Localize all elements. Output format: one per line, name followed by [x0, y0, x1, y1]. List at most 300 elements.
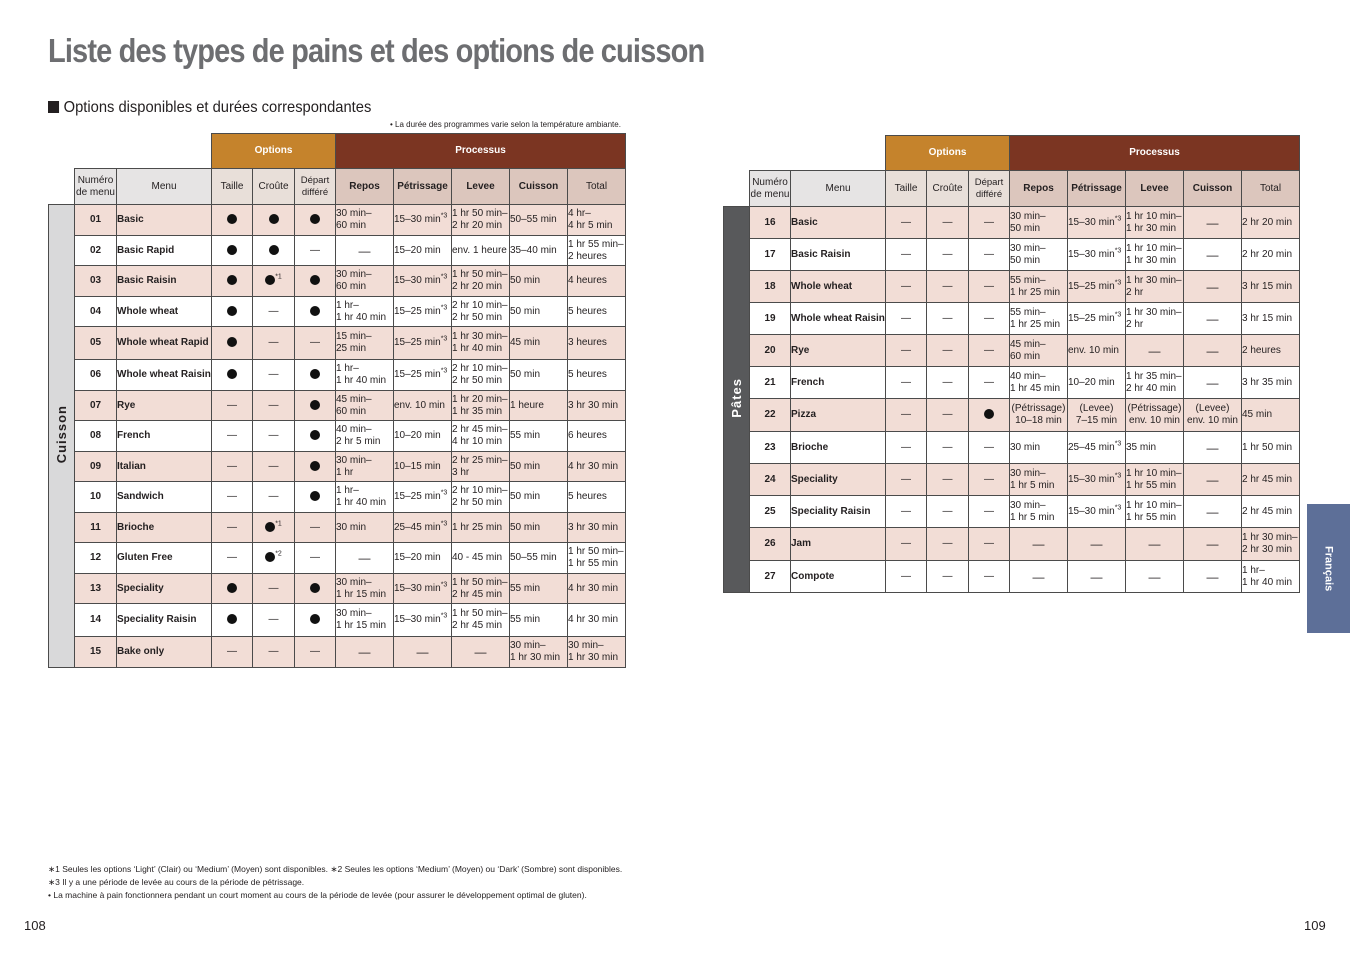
levee-cell: 35 min [1126, 432, 1184, 464]
menu-header: Menu [117, 169, 212, 205]
total-cell: 2 hr 45 min [1242, 496, 1300, 528]
menu-name: Sandwich [117, 482, 212, 513]
menu-name: Basic [117, 205, 212, 236]
levee-cell: 1 hr 30 min– 1 hr 40 min [452, 327, 510, 360]
croute-cell [253, 205, 295, 236]
depart-header: Départ différé [295, 169, 336, 205]
petrissage-cell: — [1068, 528, 1126, 561]
croute-cell: — [927, 464, 969, 496]
menu-number: 05 [75, 327, 117, 360]
total-cell: 1 hr 55 min– 2 heures [568, 236, 626, 266]
petrissage-cell: 10–20 min [394, 421, 452, 452]
menu-name: Speciality Raisin [791, 496, 886, 528]
menu-number: 27 [750, 561, 791, 593]
total-cell: 5 heures [568, 482, 626, 513]
croute-cell: — [253, 391, 295, 421]
repos-cell: — [336, 543, 394, 574]
footnote-mark: *3 [440, 489, 448, 497]
filled-dot-icon [227, 614, 237, 624]
levee-cell: 1 hr 30 min– 2 hr [1126, 303, 1184, 335]
menu-number: 19 [750, 303, 791, 335]
menu-number: 25 [750, 496, 791, 528]
taille-cell: — [886, 464, 927, 496]
levee-cell: — [1126, 528, 1184, 561]
footnote-mark: *3 [440, 304, 448, 312]
footnote-mark: *3 [440, 212, 448, 220]
filled-dot-icon [984, 409, 994, 419]
depart-cell [295, 604, 336, 637]
menu-name: Speciality [791, 464, 886, 496]
table-row [49, 543, 626, 574]
menu-number: 16 [750, 207, 791, 239]
filled-dot-icon [310, 491, 320, 501]
repos-cell: 40 min– 2 hr 5 min [336, 421, 394, 452]
table-row [49, 236, 626, 266]
total-cell: 3 hr 35 min [1242, 367, 1300, 399]
cuisson-cell: 50 min [510, 266, 568, 297]
cuisson-cell: 50 min [510, 513, 568, 543]
footnote-mark: *3 [440, 520, 448, 528]
cuisson-cell: 50 min [510, 360, 568, 391]
repos-cell: 1 hr– 1 hr 40 min [336, 360, 394, 391]
menu-name: Rye [117, 391, 212, 421]
page-number-right: 109 [1304, 918, 1326, 933]
taille-cell: — [212, 513, 253, 543]
croute-cell: — [253, 574, 295, 604]
cuisson-header: Cuisson [510, 169, 568, 205]
croute-header: Croûte [927, 171, 969, 207]
menu-name: Brioche [791, 432, 886, 464]
table-row [49, 452, 626, 482]
depart-cell: — [969, 432, 1010, 464]
total-cell: 6 heures [568, 421, 626, 452]
depart-cell: — [969, 303, 1010, 335]
croute-cell: — [253, 327, 295, 360]
petrissage-cell: 15–30 $\min^{*3}$ [1068, 464, 1126, 496]
options-group-header: Options [212, 134, 336, 169]
process-group-header: Processus [1010, 136, 1300, 171]
depart-cell: — [295, 236, 336, 266]
cuisson-cell: 50–55 min [510, 543, 568, 574]
total-cell: 4 hr 30 min [568, 574, 626, 604]
filled-dot-icon [227, 583, 237, 593]
menu-number: 12 [75, 543, 117, 574]
levee-cell: 1 hr 20 min– 1 hr 35 min [452, 391, 510, 421]
croute-cell: — [927, 207, 969, 239]
filled-dot-icon [265, 552, 275, 562]
menu-name: Whole wheat Raisin [791, 303, 886, 335]
menu-name: Speciality Raisin [117, 604, 212, 637]
repos-cell: 30 min– 60 min [336, 205, 394, 236]
depart-cell: — [969, 207, 1010, 239]
croute-cell [253, 543, 295, 574]
menu-number: 21 [750, 367, 791, 399]
levee-cell: 40 - 45 min [452, 543, 510, 574]
taille-cell: — [212, 482, 253, 513]
filled-dot-icon [310, 275, 320, 285]
depart-cell [295, 482, 336, 513]
depart-cell: — [295, 513, 336, 543]
table-row [724, 432, 1300, 464]
table-row [724, 561, 1300, 593]
croute-cell: — [253, 482, 295, 513]
petrissage-cell: 15–25 $\min^{*3}$ [394, 482, 452, 513]
croute-header: Croûte [253, 169, 295, 205]
taille-header: Taille [886, 171, 927, 207]
menu-name: Speciality [117, 574, 212, 604]
language-tab[interactable] [1307, 504, 1350, 633]
footnote-3: ∗3 Il y a une période de levée au cours de la période de pétrissage. [48, 877, 305, 887]
cuisson-cell: — [1184, 561, 1242, 593]
petrissage-header: Pétrissage [1068, 171, 1126, 207]
cuisson-cell: — [1184, 207, 1242, 239]
repos-cell: 30 min– 60 min [336, 266, 394, 297]
menu-name: Rye [791, 335, 886, 367]
taille-cell: — [212, 421, 253, 452]
menu-name: Brioche [117, 513, 212, 543]
menu-name: Compote [791, 561, 886, 593]
croute-cell: — [927, 271, 969, 303]
cuisson-cell: 55 min [510, 421, 568, 452]
menu-number: 02 [75, 236, 117, 266]
footnotes [48, 863, 622, 902]
depart-cell: — [969, 335, 1010, 367]
petrissage-cell: — [1068, 561, 1126, 593]
levee-cell: 2 hr 25 min– 3 hr [452, 452, 510, 482]
footnote-mark: *3 [440, 273, 448, 281]
menu-number: 14 [75, 604, 117, 637]
ambient-note: • La durée des programmes varie selon la température ambiante. [390, 120, 621, 129]
total-cell: 2 hr 20 min [1242, 207, 1300, 239]
levee-cell: 1 hr 10 min– 1 hr 30 min [1126, 239, 1184, 271]
croute-cell: — [927, 399, 969, 432]
levee-header: Levee [452, 169, 510, 205]
depart-cell [295, 574, 336, 604]
table-row [49, 637, 626, 668]
footnote-mark: *1 [275, 520, 282, 528]
petrissage-cell: 15–25 $\min^{*3}$ [394, 360, 452, 391]
options-group-header: Options [886, 136, 1010, 171]
depart-cell: — [969, 561, 1010, 593]
menu-number: 09 [75, 452, 117, 482]
menu-number: 17 [750, 239, 791, 271]
taille-cell [212, 574, 253, 604]
table-row [49, 421, 626, 452]
menu-number: 10 [75, 482, 117, 513]
croute-cell [253, 236, 295, 266]
repos-cell: 30 min [336, 513, 394, 543]
petrissage-cell: 15–30 $\min^{*3}$ [1068, 496, 1126, 528]
cuisson-cell: — [1184, 303, 1242, 335]
table-row [49, 604, 626, 637]
table-row [724, 335, 1300, 367]
croute-cell: — [927, 303, 969, 335]
menu-name: Basic Rapid [117, 236, 212, 266]
side-header-spacer [724, 171, 750, 207]
menu-number: 18 [750, 271, 791, 303]
filled-dot-icon [227, 214, 237, 224]
footnote-mark: *3 [440, 612, 448, 620]
depart-cell: — [969, 239, 1010, 271]
menu-name: Gluten Free [117, 543, 212, 574]
taille-cell: — [886, 239, 927, 271]
menu-name: Whole wheat Raisin [117, 360, 212, 391]
filled-dot-icon [269, 245, 279, 255]
depart-cell [295, 266, 336, 297]
petrissage-cell: 15–30 $\min^{*3}$ [1068, 239, 1126, 271]
cuisson-cell: — [1184, 367, 1242, 399]
total-cell: 2 hr 20 min [1242, 239, 1300, 271]
croute-cell: — [927, 432, 969, 464]
repos-cell: (Pétrissage) 10–18 min [1010, 399, 1068, 432]
levee-cell: env. 1 heure [452, 236, 510, 266]
filled-dot-icon [265, 275, 275, 285]
taille-cell: — [212, 543, 253, 574]
repos-cell: 45 min– 60 min [1010, 335, 1068, 367]
depart-cell [295, 297, 336, 327]
repos-cell: 55 min– 1 hr 25 min [1010, 271, 1068, 303]
repos-header: Repos [336, 169, 394, 205]
croute-cell: — [253, 421, 295, 452]
menu-number: 13 [75, 574, 117, 604]
menu-number: 07 [75, 391, 117, 421]
taille-cell [212, 327, 253, 360]
levee-cell: — [1126, 335, 1184, 367]
repos-cell: — [336, 236, 394, 266]
petrissage-cell: env. 10 min [1068, 335, 1126, 367]
petrissage-cell: 25–45 $\min^{*3}$ [394, 513, 452, 543]
cuisson-cell: 1 heure [510, 391, 568, 421]
taille-cell: — [886, 303, 927, 335]
baking-programs-table [48, 133, 626, 668]
repos-cell: — [336, 637, 394, 668]
filled-dot-icon [310, 214, 320, 224]
table-row [724, 496, 1300, 528]
header-spacer [49, 134, 212, 169]
footnote-mark: *3 [1114, 247, 1122, 255]
total-cell: 4 heures [568, 266, 626, 297]
petrissage-cell: 15–30 $\min^{*3}$ [394, 574, 452, 604]
table-row [724, 367, 1300, 399]
total-cell: 3 hr 30 min [568, 513, 626, 543]
table-row [49, 482, 626, 513]
side-header-spacer [49, 169, 75, 205]
footnote-mark: *3 [1114, 472, 1122, 480]
total-cell: 5 heures [568, 360, 626, 391]
levee-cell: 1 hr 50 min– 2 hr 45 min [452, 604, 510, 637]
cuisson-cell: 55 min [510, 604, 568, 637]
header-spacer [724, 136, 886, 171]
taille-cell [212, 604, 253, 637]
levee-cell: 2 hr 10 min– 2 hr 50 min [452, 482, 510, 513]
total-cell: 2 hr 45 min [1242, 464, 1300, 496]
menu-name: Jam [791, 528, 886, 561]
repos-cell: 45 min– 60 min [336, 391, 394, 421]
petrissage-cell: env. 10 min [394, 391, 452, 421]
total-cell: 30 min– 1 hr 30 min [568, 637, 626, 668]
taille-cell: — [886, 561, 927, 593]
page-title: Liste des types de pains et des options de cuisson [48, 32, 705, 69]
depart-cell [295, 452, 336, 482]
menu-name: French [117, 421, 212, 452]
menu-number: 11 [75, 513, 117, 543]
table-row [49, 266, 626, 297]
repos-cell: 40 min– 1 hr 45 min [1010, 367, 1068, 399]
taille-cell: — [886, 207, 927, 239]
cuisson-cell: — [1184, 271, 1242, 303]
croute-cell [253, 266, 295, 297]
repos-header: Repos [1010, 171, 1068, 207]
total-cell: 3 heures [568, 327, 626, 360]
cuisson-cell: 55 min [510, 574, 568, 604]
filled-dot-icon [310, 430, 320, 440]
croute-cell: — [253, 297, 295, 327]
levee-cell: 2 hr 10 min– 2 hr 50 min [452, 297, 510, 327]
table-row [724, 303, 1300, 335]
taille-cell: — [886, 528, 927, 561]
total-cell: 2 heures [1242, 335, 1300, 367]
footnote-mark: *3 [440, 581, 448, 589]
footnote-mark: *3 [1114, 504, 1122, 512]
depart-cell [969, 399, 1010, 432]
taille-cell: — [212, 452, 253, 482]
total-cell: 3 hr 30 min [568, 391, 626, 421]
filled-dot-icon [310, 306, 320, 316]
levee-cell: 1 hr 35 min– 2 hr 40 min [1126, 367, 1184, 399]
page-number-left: 108 [24, 918, 46, 933]
repos-cell: 30 min [1010, 432, 1068, 464]
levee-cell: 2 hr 45 min– 4 hr 10 min [452, 421, 510, 452]
petrissage-cell: 15–25 $\min^{*3}$ [394, 327, 452, 360]
total-cell: 1 hr– 1 hr 40 min [1242, 561, 1300, 593]
menu-number: 06 [75, 360, 117, 391]
cuisson-cell: — [1184, 432, 1242, 464]
repos-cell: 30 min– 1 hr [336, 452, 394, 482]
menu-number: 15 [75, 637, 117, 668]
levee-cell: 1 hr 10 min– 1 hr 30 min [1126, 207, 1184, 239]
taille-cell [212, 297, 253, 327]
petrissage-cell: 15–20 min [394, 543, 452, 574]
cuisson-cell: — [1184, 528, 1242, 561]
footnote-mark: *3 [440, 335, 448, 343]
table-row [49, 391, 626, 421]
total-cell: 45 min [1242, 399, 1300, 432]
table-row [49, 327, 626, 360]
depart-cell [295, 391, 336, 421]
menu-number: 08 [75, 421, 117, 452]
menu-name: Basic [791, 207, 886, 239]
filled-dot-icon [310, 614, 320, 624]
croute-cell: — [927, 367, 969, 399]
menu-name: Whole wheat [117, 297, 212, 327]
levee-header: Levee [1126, 171, 1184, 207]
menu-number: 24 [750, 464, 791, 496]
croute-cell: — [253, 637, 295, 668]
levee-cell: 1 hr 50 min– 2 hr 45 min [452, 574, 510, 604]
depart-cell: — [969, 464, 1010, 496]
filled-dot-icon [227, 275, 237, 285]
petrissage-cell: 15–30 $\min^{*3}$ [394, 604, 452, 637]
croute-cell: — [927, 561, 969, 593]
croute-cell [253, 513, 295, 543]
taille-cell: — [212, 391, 253, 421]
footnote-bullet: • La machine à pain fonctionnera pendant un court moment au cours de la période de levée (pour assurer le développement optimal de gluten). [48, 890, 587, 900]
menu-number: 23 [750, 432, 791, 464]
footnote-mark: *3 [1114, 279, 1122, 287]
taille-cell: — [886, 496, 927, 528]
numero-header: Numéro de menu [75, 169, 117, 205]
taille-cell [212, 266, 253, 297]
table-row [49, 360, 626, 391]
menu-name: Italian [117, 452, 212, 482]
depart-cell [295, 205, 336, 236]
repos-cell: — [1010, 561, 1068, 593]
petrissage-cell: 15–30 $\min^{*3}$ [394, 205, 452, 236]
cuisson-cell: 30 min– 1 hr 30 min [510, 637, 568, 668]
language-tab-label: Français [1322, 545, 1335, 592]
total-cell: 4 hr– 4 hr 5 min [568, 205, 626, 236]
repos-cell: — [1010, 528, 1068, 561]
cuisson-cell: 50–55 min [510, 205, 568, 236]
filled-dot-icon [227, 306, 237, 316]
taille-cell: — [886, 271, 927, 303]
filled-dot-icon [227, 369, 237, 379]
total-cell: 1 hr 30 min– 2 hr 30 min [1242, 528, 1300, 561]
taille-cell: — [886, 335, 927, 367]
levee-cell: 1 hr 25 min [452, 513, 510, 543]
croute-cell: — [927, 239, 969, 271]
filled-dot-icon [227, 245, 237, 255]
table-row [724, 528, 1300, 561]
category-side-label [49, 205, 75, 668]
petrissage-cell: 15–20 min [394, 236, 452, 266]
depart-cell [295, 421, 336, 452]
cuisson-cell: (Levee) env. 10 min [1184, 399, 1242, 432]
menu-number: 26 [750, 528, 791, 561]
depart-cell: — [295, 327, 336, 360]
filled-dot-icon [310, 583, 320, 593]
footnote-mark: *3 [1114, 440, 1122, 448]
total-cell: 1 hr 50 min– 1 hr 55 min [568, 543, 626, 574]
petrissage-cell: 10–20 min [1068, 367, 1126, 399]
petrissage-cell: (Levee) 7–15 min [1068, 399, 1126, 432]
petrissage-cell: 15–25 $\min^{*3}$ [1068, 303, 1126, 335]
menu-name: Basic Raisin [117, 266, 212, 297]
levee-cell: 1 hr 30 min– 2 hr [1126, 271, 1184, 303]
repos-cell: 30 min– 1 hr 5 min [1010, 496, 1068, 528]
cuisson-cell: — [1184, 335, 1242, 367]
menu-number: 01 [75, 205, 117, 236]
total-header: Total [1242, 171, 1300, 207]
croute-cell: — [253, 604, 295, 637]
petrissage-cell: 25–45 $\min^{*3}$ [1068, 432, 1126, 464]
cuisson-cell: 35–40 min [510, 236, 568, 266]
menu-number: 20 [750, 335, 791, 367]
petrissage-cell: 10–15 min [394, 452, 452, 482]
depart-cell [295, 360, 336, 391]
menu-name: French [791, 367, 886, 399]
petrissage-cell: 15–30 $\min^{*3}$ [1068, 207, 1126, 239]
taille-cell [212, 360, 253, 391]
filled-dot-icon [310, 461, 320, 471]
cuisson-cell: 45 min [510, 327, 568, 360]
category-label-text: Pâtes [728, 377, 744, 418]
croute-cell: — [927, 335, 969, 367]
footnote-mark: *3 [440, 367, 448, 375]
petrissage-cell: 15–25 $\min^{*3}$ [394, 297, 452, 327]
cuisson-cell: — [1184, 239, 1242, 271]
total-cell: 3 hr 15 min [1242, 271, 1300, 303]
